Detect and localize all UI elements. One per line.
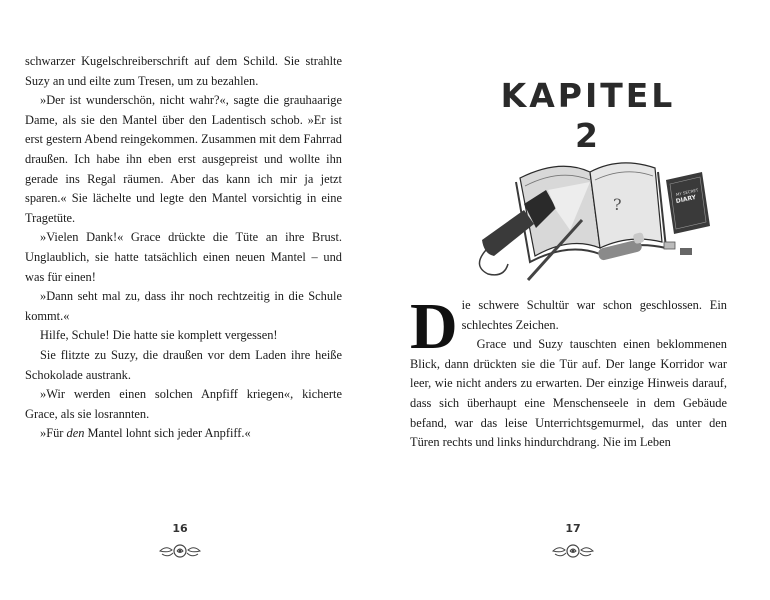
paragraph: »Vielen Dank!« Grace drückte die Tüte an ihre Brust. Unglaublich, sie hatte tatsächlich einen neuen Mantel – und was für einen! bbox=[25, 230, 342, 284]
paragraph: Grace und Suzy tauschten einen beklommenen Blick, dann drückten sie die Tür auf. Der lange Korridor war leer, wie nicht anders zu erwarten. Der einzige Hinweis darauf, dass sich überhaupt eine Menschenseele in dem Gebäude befand, war das leise Unterrichtsgemurmel, das unter den Türen rechts und links hindurchdrang. Nie im Leben bbox=[410, 337, 727, 450]
paragraph bbox=[410, 290, 727, 363]
paragraph: »Dann seht mal zu, dass ihr noch rechtzeitig in die Schule kommt.« bbox=[25, 289, 342, 323]
drop-cap: D bbox=[410, 290, 458, 363]
paragraph: schwarzer Kugelschreiberschrift auf dem Schild. Sie strahlte Suzy an und eilte zum Tresen, um zu bezahlen. bbox=[25, 54, 342, 88]
eraser-icon bbox=[664, 242, 675, 249]
diary-label: DIARY bbox=[675, 193, 697, 206]
chapter-title: KAPITEL 2 bbox=[500, 76, 676, 155]
question-mark: ? bbox=[613, 195, 622, 214]
right-page-text bbox=[410, 290, 727, 453]
rose-ornament-icon bbox=[156, 539, 204, 563]
page-number: 17 bbox=[565, 522, 581, 535]
text-run: Mantel lohnt sich jeder Anpfiff.« bbox=[84, 426, 251, 441]
rose-ornament-icon bbox=[549, 539, 597, 563]
left-page-text bbox=[25, 52, 342, 444]
diary-label-top: MY SECRET bbox=[675, 187, 699, 198]
paragraph: Sie flitzte zu Suzy, die draußen vor dem Laden ihre heiße Schokolade austrank. bbox=[25, 347, 342, 382]
paragraph bbox=[25, 424, 342, 444]
diary-icon bbox=[666, 172, 710, 234]
paragraph: »Der ist wunderschön, nicht wahr?«, sagte die grauhaarige Dame, als sie den Mantel über den Ladentisch schob. »Er ist erst gestern Abend reingekommen. Zusammen mit dem Fahrrad draußen. Ich habe ihn eben erst ausgepreist und wollte ihn gerade ins Regal räumen. Aber das kann ich mir ja jetzt sparen.« Sie lächelte und legte den Mantel vorsichtig in eine Tragetüte. bbox=[25, 93, 342, 225]
eraser-icon bbox=[680, 248, 692, 255]
text-run: »Für bbox=[40, 426, 67, 441]
paragraph: »Wir werden einen solchen Anpfiff kriegen«, kicherte Grace, als sie losrannten. bbox=[25, 387, 342, 421]
paragraph: Hilfe, Schule! Die hatte sie komplett vergessen! bbox=[40, 328, 278, 343]
page-number: 16 bbox=[172, 522, 188, 535]
emphasis-text: den bbox=[66, 426, 85, 441]
diary-illustration bbox=[450, 138, 730, 288]
text-run: ie schwere Schultür war schon geschlossen. Ein schlechtes Zeichen. bbox=[461, 298, 727, 332]
